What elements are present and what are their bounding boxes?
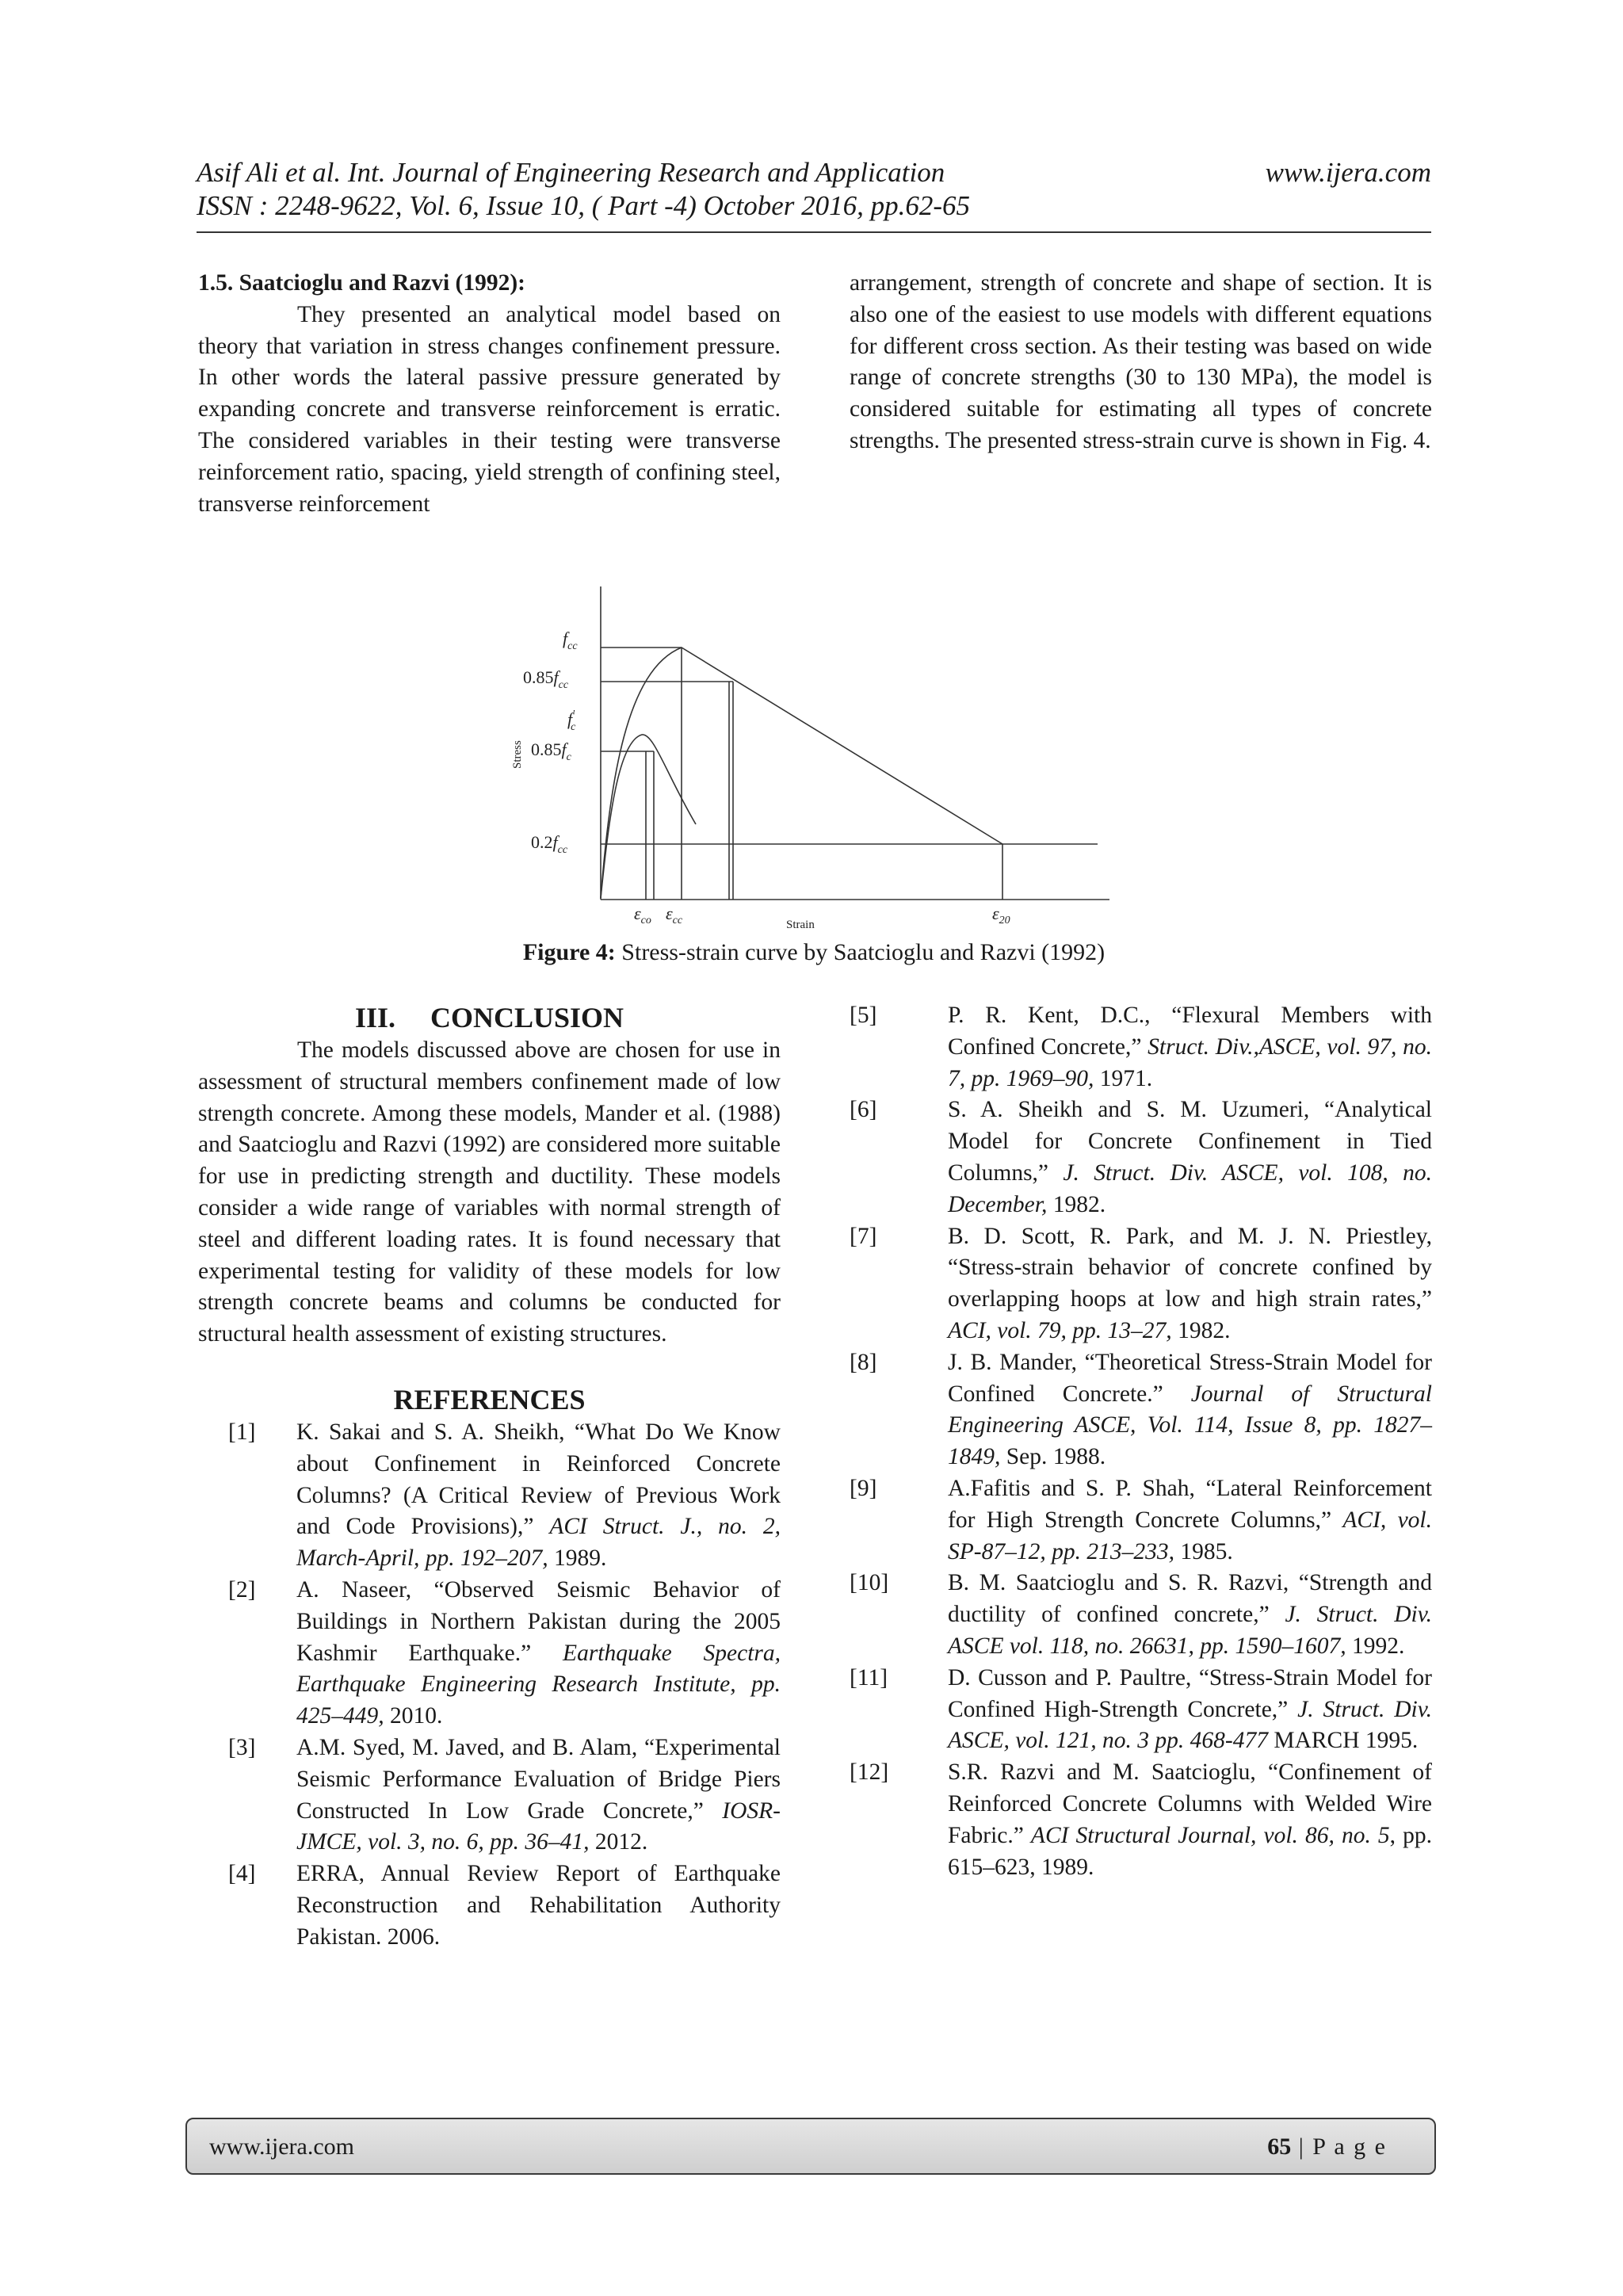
- reference-text: A. Naseer, “Observed Seismic Behavior of Buildings in Northern Pakistan during the 2005 Kashmir Earthquake.”: [296, 1576, 781, 1666]
- reference-number: [9]: [850, 1475, 877, 1501]
- stress-strain-figure: [507, 583, 1117, 931]
- page-number: 65 | P a g e: [1267, 2134, 1387, 2160]
- tick-eco: $\varepsilon_{co}$: [634, 904, 651, 926]
- reference-source: IOSR-JMCE, vol. 3, no. 6, pp. 36–41,: [296, 1797, 781, 1855]
- figure-caption-label: Figure 4:: [522, 939, 616, 965]
- reference-source: ACI Structural Journal, vol. 86, no. 5: [1030, 1822, 1390, 1848]
- reference-source: Journal of Structural Engineering ASCE, Vol. 114, Issue 8, pp. 1827–1849,: [948, 1381, 1432, 1470]
- reference-year: 2012.: [589, 1829, 648, 1855]
- reference-year: Sep. 1988.: [1000, 1444, 1106, 1470]
- tick-085fcc: $0.85f_{cc}$: [523, 667, 569, 691]
- reference-number: [11]: [850, 1664, 888, 1690]
- reference-number: [10]: [850, 1570, 889, 1596]
- reference-text: K. Sakai and S. A. Sheikh, “What Do We Know about Confinement in Reinforced Concrete Columns? (A Critical Review of Previous Work and Code Provisions),”: [296, 1419, 781, 1540]
- reference-year: 1982.: [1171, 1317, 1231, 1343]
- reference-source: Struct. Div.,ASCE, vol. 97, no. 7, pp. 1969–90,: [948, 1033, 1432, 1091]
- confined-curve: [601, 648, 1002, 898]
- reference-item: [850, 1347, 1432, 1473]
- reference-year: 1971.: [1094, 1065, 1153, 1091]
- reference-number: [5]: [850, 1003, 877, 1028]
- journal-title: Asif Ali et al. Int. Journal of Engineering Research and Application: [197, 157, 945, 188]
- reference-number: [4]: [228, 1861, 256, 1887]
- reference-number: [6]: [850, 1097, 877, 1123]
- references-list-left: [198, 1417, 781, 1954]
- reference-item: [850, 1221, 1432, 1347]
- reference-source: J. Struct. Div. ASCE, vol. 121, no. 3 pp. 468-477: [948, 1696, 1432, 1754]
- reference-number: [2]: [228, 1576, 256, 1603]
- reference-source: ACI, vol. SP-87–12, pp. 213–233,: [948, 1507, 1433, 1564]
- right-column-lower: [850, 1000, 1432, 1883]
- reference-text: B. D. Scott, R. Park, and M. J. N. Priestley, “Stress-strain behavior of concrete confined by overlapping hoops at low and high strain rates,”: [948, 1223, 1432, 1312]
- reference-text: B. M. Saatcioglu and S. R. Razvi, “Strength and ductility of confined concrete,”: [948, 1570, 1432, 1628]
- running-header: [197, 155, 1431, 190]
- reference-number: [8]: [850, 1349, 877, 1375]
- reference-text: J. B. Mander, “Theoretical Stress-Strain Model for Confined Concrete.”: [948, 1349, 1432, 1407]
- reference-source: ACI Struct. J., no. 2, March-April, pp. 192–207,: [296, 1514, 781, 1572]
- reference-number: [12]: [850, 1759, 889, 1786]
- tick-ecc: $\varepsilon_{cc}$: [666, 904, 683, 926]
- section-1-5-right: [850, 268, 1432, 457]
- header-divider: [197, 231, 1431, 233]
- tick-e20: $\varepsilon_{20}$: [992, 904, 1010, 926]
- reference-year: , pp. 615–623, 1989.: [948, 1822, 1432, 1880]
- reference-text: ERRA, Annual Review Report of Earthquake Reconstruction and Rehabilitation Authority Pakistan. 2006.: [296, 1861, 781, 1950]
- reference-text: A.Fafitis and S. P. Shah, “Lateral Reinforcement for High Strength Concrete Columns,”: [948, 1475, 1432, 1533]
- reference-text: P. R. Kent, D.C., “Flexural Members with Confined Concrete,”: [948, 1003, 1432, 1060]
- reference-text: D. Cusson and P. Paultre, “Stress-Strain Model for Confined High-Strength Concrete,”: [948, 1664, 1432, 1722]
- reference-item: [850, 1568, 1432, 1662]
- reference-text: A.M. Syed, M. Javed, and B. Alam, “Experimental Seismic Performance Evaluation of Bridge Piers Constructed In Low Grade Concrete,”: [296, 1734, 781, 1824]
- footer-url[interactable]: www.ijera.com: [209, 2134, 354, 2160]
- figure-caption-text: Stress-strain curve by Saatcioglu and Razvi (1992): [615, 939, 1106, 965]
- y-axis-label: Stress: [511, 740, 524, 769]
- journal-url[interactable]: www.ijera.com: [1265, 157, 1431, 188]
- reference-year: 2010.: [384, 1703, 443, 1729]
- references-list-right: [850, 1000, 1432, 1883]
- section-title: 1.5. Saatcioglu and Razvi (1992):: [198, 270, 525, 296]
- tick-02fcc: $0.2f_{cc}$: [531, 832, 568, 856]
- reference-number: [7]: [850, 1223, 877, 1249]
- reference-number: [3]: [228, 1734, 256, 1760]
- reference-item: [198, 1575, 781, 1733]
- tick-085fc: $0.85f_c$: [531, 739, 571, 763]
- reference-item: [850, 1663, 1432, 1757]
- reference-item: [850, 1000, 1432, 1095]
- reference-item: [198, 1859, 781, 1953]
- section-1-5-left: [198, 268, 781, 520]
- tick-fcc: $f_{cc}$: [563, 628, 578, 652]
- issn-line: ISSN : 2248-9622, Vol. 6, Issue 10, ( Part -4) October 2016, pp.62-65: [197, 190, 971, 221]
- conclusion-text: The models discussed above are chosen for use in assessment of structural members confinement made of low strength concrete. Among these models, Mander et al. (1988) and Saatcioglu and Razvi (1992) are considered more suitable for use in predicting strength and ductility. These models consider a wide range of variables with normal strength of steel and different loading rates. It is found necessary that experimental testing for validity of these models for low strength concrete beams and columns be conducted for structural health assessment of existing structures.: [198, 1037, 781, 1347]
- tick-fc: f' c: [567, 709, 576, 733]
- conclusion-heading: III. CONCLUSION: [354, 1002, 624, 1033]
- reference-item: [850, 1095, 1432, 1221]
- reference-source: J. Struct. Div. ASCE vol. 118, no. 26631, pp. 1590–1607,: [948, 1602, 1433, 1659]
- reference-item: [850, 1473, 1432, 1568]
- left-column-lower: [198, 1000, 781, 1954]
- reference-source: ACI, vol. 79, pp. 13–27,: [948, 1317, 1172, 1343]
- x-tick-labels: [634, 904, 1010, 926]
- reference-year: 1989.: [548, 1545, 607, 1572]
- section-paragraph: They presented an analytical model based on theory that variation in stress changes confinement pressure. In other words the lateral passive pressure generated by expanding concrete and transverse reinforcement is erratic. The considered variables in their testing were transverse reinforcement ratio, spacing, yield strength of confining steel, transverse reinforcement: [198, 301, 781, 517]
- reference-source: Earthquake Spectra, Earthquake Engineering Research Institute, pp. 425–449,: [296, 1640, 781, 1729]
- reference-year: 1992.: [1346, 1633, 1405, 1659]
- x-axis-label: Strain: [786, 919, 815, 931]
- y-tick-labels: [523, 628, 578, 856]
- page-footer: [185, 2118, 1436, 2175]
- reference-item: [198, 1417, 781, 1575]
- section-paragraph-continued: arrangement, strength of concrete and shape of section. It is also one of the easiest to use models with different equations for different cross section. As their testing was based on wide range of concrete strengths (30 to 130 MPa), the model is considered suitable for estimating all types of concrete strengths. The presented stress-strain curve is shown in Fig. 4.: [850, 270, 1432, 453]
- reference-number: [1]: [228, 1419, 256, 1445]
- reference-year: MARCH 1995.: [1267, 1728, 1419, 1754]
- reference-item: [850, 1757, 1432, 1883]
- reference-item: [198, 1733, 781, 1859]
- reference-source: J. Struct. Div. ASCE, vol. 108, no. December,: [948, 1159, 1432, 1217]
- figure-caption: [197, 937, 1431, 968]
- reference-text: S.R. Razvi and M. Saatcioglu, “Confinement of Reinforced Concrete Columns with Welded Wire Fabric.”: [948, 1759, 1432, 1848]
- reference-year: 1985.: [1174, 1538, 1233, 1564]
- reference-text: S. A. Sheikh and S. M. Uzumeri, “Analytical Model for Concrete Confinement in Tied Columns,”: [948, 1097, 1432, 1186]
- reference-year: 1982.: [1047, 1191, 1106, 1217]
- references-heading: REFERENCES: [393, 1383, 586, 1415]
